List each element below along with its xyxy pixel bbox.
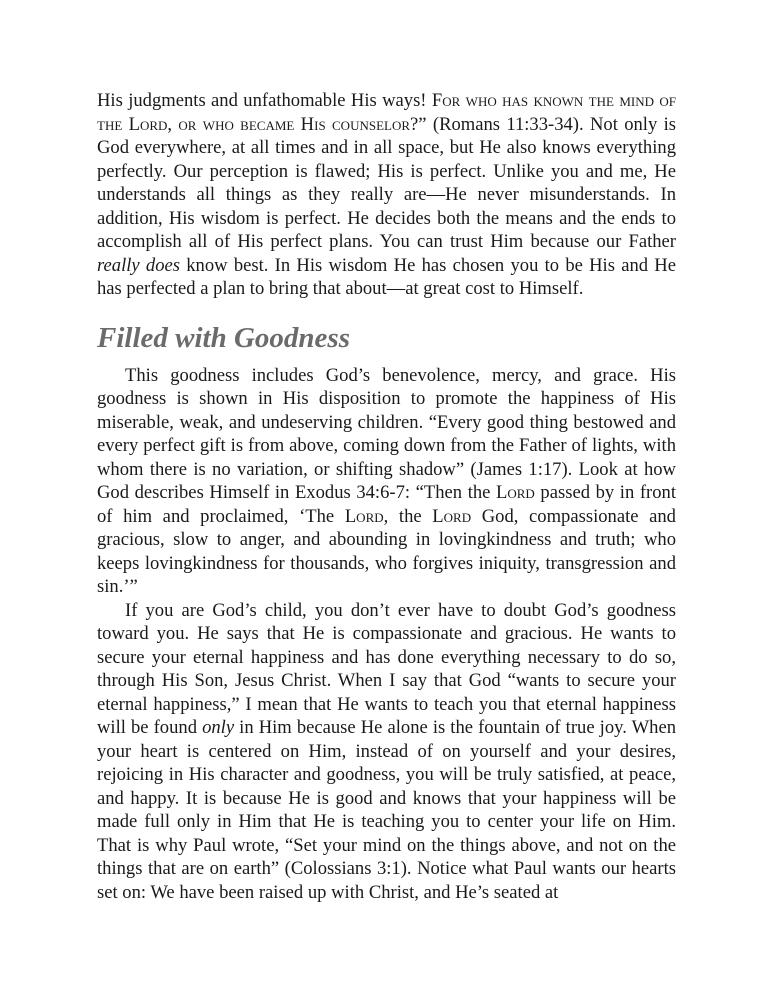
text-run: His judgments and unfathomable His ways! (97, 90, 432, 111)
text-run: know best. In His wisdom He has chosen you to be His and He has perfected a plan to bring that about—at great cost to Himself. (97, 254, 676, 299)
paragraph-romans (97, 89, 676, 301)
small-caps-lord: Lord (496, 482, 535, 503)
small-caps-quote: For who has known the mind of the Lord, or who became His counselor? (97, 90, 676, 135)
text-run: passed by in front of him and proclaimed, ‘The (97, 482, 676, 527)
section-heading: Filled with Goodness (97, 321, 350, 354)
paragraph-goodness (97, 364, 676, 599)
emphasis-text: only (202, 717, 235, 738)
small-caps-lord: Lord (432, 505, 472, 527)
text-run: God, compassionate and gracious, slow to anger, and abounding in lovingkindness and truth; who keeps lovingkindness for thousands, who forgives iniquity, transgression and sin.’” (97, 505, 676, 597)
text-run: in Him because He alone is the fountain of true joy. When your heart is centered on Him, instead of on yourself and your desires, rejoicing in His character and goodness, you will be truly satisfied, at peace, and happy. It is because He is good and knows that your happiness will be made full only in Him that He is teaching you to center your life on Him. That is why Paul wrote, “Set your mind on the things above, and not on the things that are on earth” (Colossians 3:1). Notice what Paul wants our hearts set on: We have been raised up with Christ, and He’s seated at (97, 717, 676, 903)
text-run: , the (383, 505, 433, 527)
paragraph-gods-child (97, 599, 676, 905)
text-run: If you are God’s child, you don’t ever have to doubt God’s goodness toward you. He says that He is compassionate and gracious. He wants to secure your eternal happiness and has done everything necessary to do so, through His Son, Jesus Christ. When I say that God “wants to secure your eternal happiness,” I mean that He wants to teach you that eternal happiness will be found (97, 599, 676, 738)
emphasis-text: really does (97, 254, 181, 276)
small-caps-lord: Lord (344, 505, 384, 527)
text-run: This goodness includes God’s benevolence, mercy, and grace. His goodness is shown in His disposition to promote the happiness of His miserable, weak, and undeserving children. “Every good thing bestowed and every perfect gift is from above, coming down from the Father of lights, with whom there is no variation, or shifting shadow” (James 1:17). Look at how God describes Himself in Exodus 34:6-7: “Then the (97, 364, 676, 503)
text-run: ” (Romans 11:33-34). Not only is God everywhere, at all times and in all space, but He also knows everything perfectly. Our perception is flawed; His is perfect. Unlike you and me, He understands all things as they really are—He never misunderstands. In addition, His wisdom is perfect. He decides both the means and the ends to accomplish all of His perfect plans. You can trust Him because our Father (97, 113, 676, 252)
